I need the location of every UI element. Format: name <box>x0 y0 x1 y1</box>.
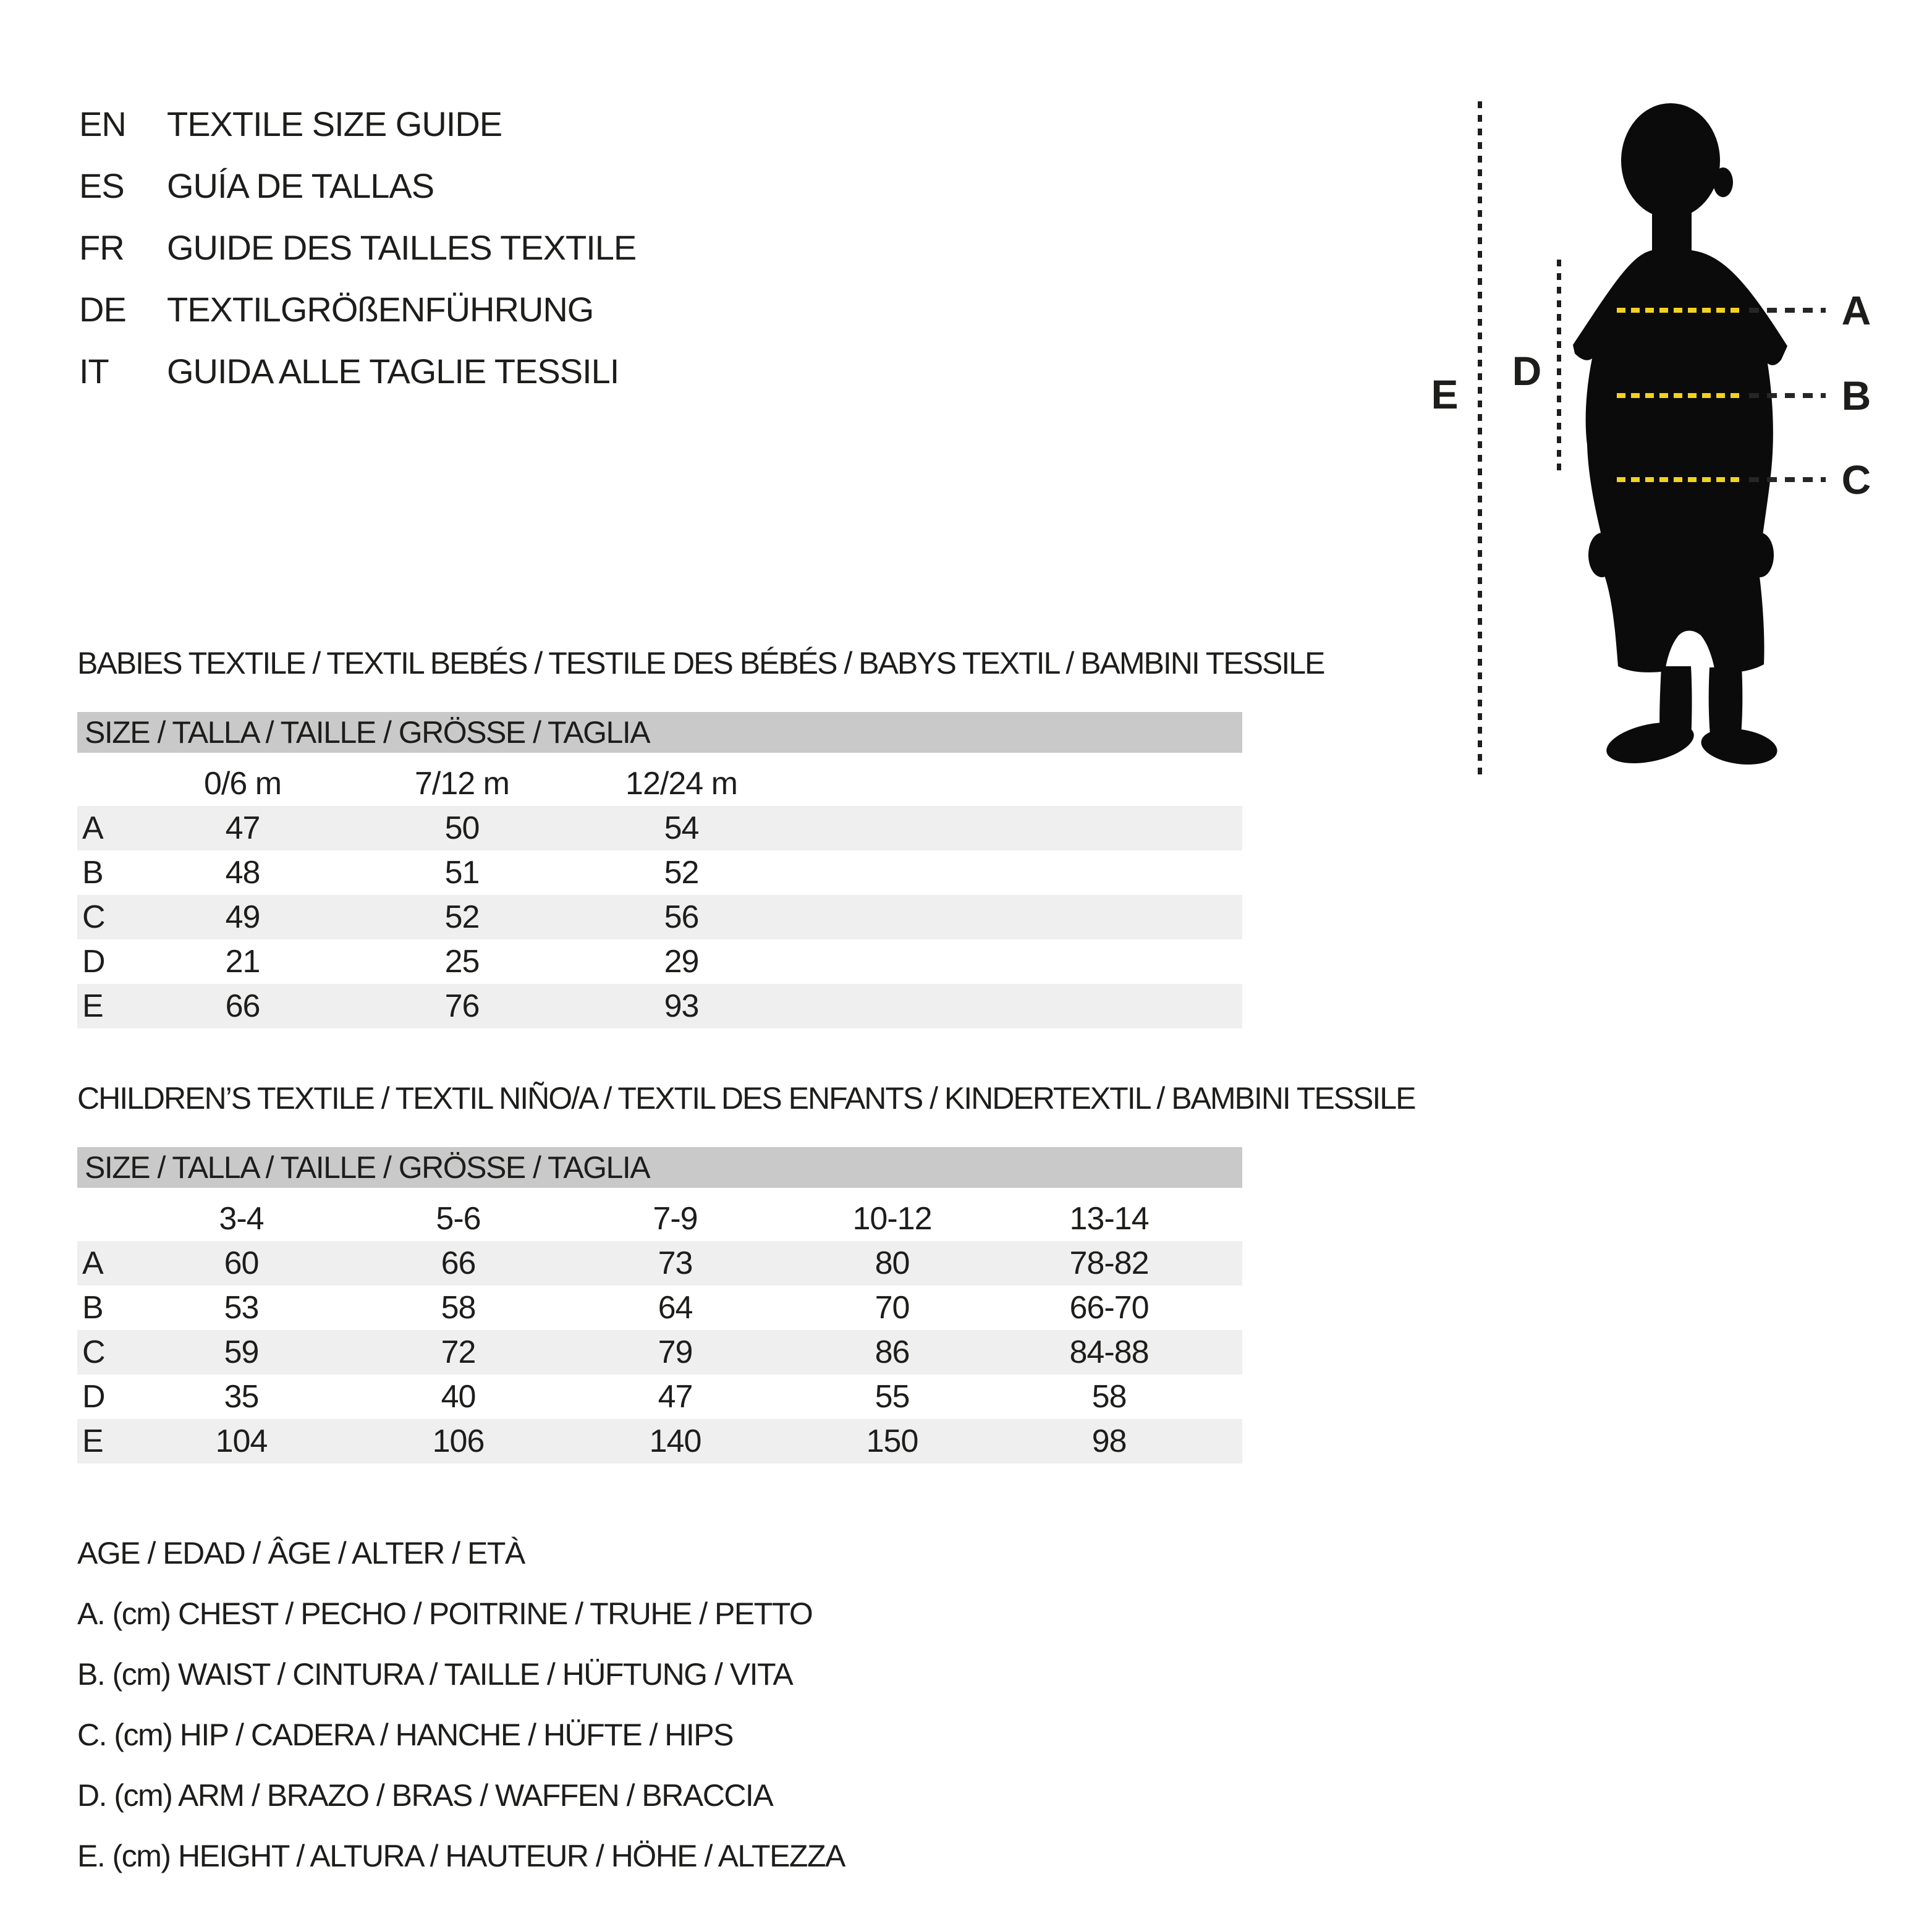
table-cell: 55 <box>875 1379 910 1415</box>
row-label: E <box>82 1423 103 1459</box>
table-cell: 150 <box>866 1423 918 1459</box>
language-title-list <box>79 93 636 402</box>
children-size-table <box>77 1197 1242 1464</box>
table-cell: 54 <box>664 810 699 846</box>
table-row <box>77 1286 1242 1330</box>
height-measure-dotted-line-e <box>1478 101 1482 779</box>
language-row-fr <box>79 216 636 278</box>
table-cell: 52 <box>444 899 480 935</box>
table-row <box>77 850 1242 895</box>
table-cell: 60 <box>224 1245 259 1281</box>
column-header: 13-14 <box>1069 1201 1149 1237</box>
column-header: 5-6 <box>436 1201 481 1237</box>
hip-measure-line-dark <box>1749 477 1826 482</box>
measure-label-c: C <box>1841 457 1871 502</box>
arm-measure-dotted-line-d <box>1557 260 1561 471</box>
table-row <box>77 1375 1242 1419</box>
legend-line-arm: D. (cm) ARM / BRAZO / BRAS / WAFFEN / BRACCIA <box>77 1778 773 1813</box>
children-column-header-row <box>77 1197 1242 1241</box>
table-cell: 104 <box>215 1423 268 1459</box>
table-cell: 66-70 <box>1069 1290 1149 1326</box>
language-row-en <box>79 93 636 155</box>
chest-measure-line-yellow <box>1617 308 1742 313</box>
language-code: DE <box>79 289 126 329</box>
table-cell: 56 <box>664 899 699 935</box>
waist-measure-line-yellow <box>1617 393 1742 398</box>
children-section-title: CHILDREN’S TEXTILE / TEXTIL NIÑO/A / TEXTIL DES ENFANTS / KINDERTEXTIL / BAMBINI TESSILE <box>77 1081 1415 1116</box>
babies-size-header-bar <box>77 712 1242 753</box>
measure-label-d: D <box>1512 348 1541 394</box>
row-label: D <box>82 1379 105 1415</box>
table-cell: 64 <box>658 1290 693 1326</box>
table-cell: 52 <box>664 855 699 891</box>
legend-line-age: AGE / EDAD / ÂGE / ALTER / ETÀ <box>77 1536 525 1570</box>
table-cell: 35 <box>224 1379 259 1415</box>
column-header: 12/24 m <box>625 766 737 802</box>
babies-column-header-row <box>77 761 1242 806</box>
table-cell: 49 <box>225 899 260 935</box>
table-cell: 25 <box>444 944 480 980</box>
table-cell: 50 <box>444 810 480 846</box>
measure-label-a: A <box>1841 287 1871 333</box>
table-cell: 59 <box>224 1334 259 1370</box>
hip-measure-line-yellow <box>1617 477 1742 482</box>
table-cell: 66 <box>441 1245 476 1281</box>
table-cell: 93 <box>664 988 699 1024</box>
children-size-header-bar <box>77 1147 1242 1188</box>
language-row-es <box>79 155 636 216</box>
table-cell: 58 <box>1091 1379 1127 1415</box>
measurement-legend <box>77 1523 845 1886</box>
language-code: FR <box>79 227 124 267</box>
babies-section-title: BABIES TEXTILE / TEXTIL BEBÉS / TESTILE DES BÉBÉS / BABYS TEXTIL / BAMBINI TESSILE <box>77 646 1324 680</box>
chest-measure-line-dark <box>1749 308 1826 313</box>
row-label: A <box>82 810 103 846</box>
legend-line-chest: A. (cm) CHEST / PECHO / POITRINE / TRUHE / PETTO <box>77 1596 813 1631</box>
table-cell: 72 <box>441 1334 476 1370</box>
language-row-de <box>79 278 636 340</box>
row-label: C <box>82 1334 105 1370</box>
column-header: 3-4 <box>219 1201 264 1237</box>
language-title: TEXTILE SIZE GUIDE <box>167 104 502 143</box>
table-row <box>77 984 1242 1028</box>
measure-label-b: B <box>1841 373 1871 418</box>
table-cell: 84-88 <box>1069 1334 1149 1370</box>
table-cell: 21 <box>225 944 260 980</box>
language-title: GUÍA DE TALLAS <box>167 166 434 205</box>
waist-measure-line-dark <box>1749 393 1826 398</box>
language-title: TEXTILGRÖßENFÜHRUNG <box>167 289 594 329</box>
table-cell: 53 <box>224 1290 259 1326</box>
legend-line-hip: C. (cm) HIP / CADERA / HANCHE / HÜFTE / HIPS <box>77 1718 733 1752</box>
row-label: A <box>82 1245 103 1281</box>
row-label: C <box>82 899 105 935</box>
table-cell: 51 <box>444 855 480 891</box>
babies-size-header-text: SIZE / TALLA / TAILLE / GRÖSSE / TAGLIA <box>85 715 650 750</box>
table-row <box>77 1419 1242 1464</box>
table-cell: 106 <box>432 1423 485 1459</box>
child-silhouette-figure <box>1564 99 1799 766</box>
table-cell: 40 <box>441 1379 476 1415</box>
table-cell: 78-82 <box>1069 1245 1149 1281</box>
table-cell: 86 <box>875 1334 910 1370</box>
language-title: GUIDA ALLE TAGLIE TESSILI <box>167 351 619 391</box>
table-cell: 66 <box>225 988 260 1024</box>
legend-line-height: E. (cm) HEIGHT / ALTURA / HAUTEUR / HÖHE / ALTEZZA <box>77 1839 845 1873</box>
column-header: 0/6 m <box>203 766 282 802</box>
column-header: 10-12 <box>852 1201 932 1237</box>
table-row <box>77 939 1242 984</box>
table-cell: 48 <box>225 855 260 891</box>
legend-line-waist: B. (cm) WAIST / CINTURA / TAILLE / HÜFTUNG / VITA <box>77 1657 793 1692</box>
table-cell: 76 <box>444 988 480 1024</box>
children-size-header-text: SIZE / TALLA / TAILLE / GRÖSSE / TAGLIA <box>85 1150 650 1185</box>
table-cell: 70 <box>875 1290 910 1326</box>
language-code: ES <box>79 166 124 205</box>
table-cell: 47 <box>658 1379 693 1415</box>
table-cell: 29 <box>664 944 699 980</box>
table-cell <box>77 1197 133 1241</box>
row-label: E <box>82 988 103 1024</box>
language-code: IT <box>79 351 109 391</box>
language-row-it <box>79 340 636 402</box>
table-cell: 58 <box>441 1290 476 1326</box>
language-code: EN <box>79 104 126 143</box>
table-row <box>77 1241 1242 1286</box>
babies-size-table <box>77 761 1242 1028</box>
table-cell <box>77 761 133 806</box>
row-label: D <box>82 944 105 980</box>
row-label: B <box>82 855 103 891</box>
measure-label-e: E <box>1431 371 1458 417</box>
table-cell: 79 <box>658 1334 693 1370</box>
table-row <box>77 895 1242 939</box>
table-cell: 73 <box>658 1245 693 1281</box>
language-title: GUIDE DES TAILLES TEXTILE <box>167 227 637 267</box>
column-header: 7-9 <box>653 1201 698 1237</box>
table-cell: 140 <box>649 1423 701 1459</box>
column-header: 7/12 m <box>415 766 509 802</box>
table-cell: 80 <box>875 1245 910 1281</box>
row-label: B <box>82 1290 103 1326</box>
table-row <box>77 806 1242 850</box>
table-cell: 98 <box>1091 1423 1127 1459</box>
table-cell: 47 <box>225 810 260 846</box>
table-row <box>77 1330 1242 1375</box>
